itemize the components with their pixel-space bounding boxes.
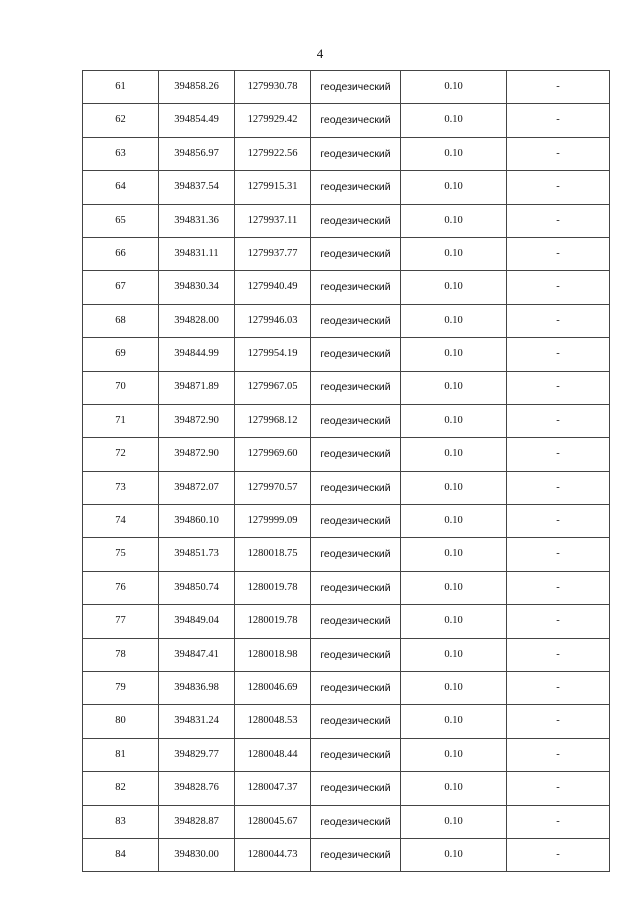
table-row	[83, 471, 610, 504]
table-row	[83, 505, 610, 538]
description-cell: -	[507, 738, 610, 771]
table-row	[83, 772, 610, 805]
table-row	[83, 104, 610, 137]
method-cell: геодезический	[311, 571, 401, 604]
y-coordinate-cell: 1279929.42	[235, 104, 311, 137]
table-row	[83, 371, 610, 404]
method-cell: геодезический	[311, 71, 401, 104]
accuracy-cell: 0.10	[401, 438, 507, 471]
y-coordinate-cell: 1279946.03	[235, 304, 311, 337]
method-cell: геодезический	[311, 805, 401, 838]
description-cell: -	[507, 571, 610, 604]
point-number-cell: 73	[83, 471, 159, 504]
x-coordinate-cell: 394872.07	[159, 471, 235, 504]
description-cell: -	[507, 805, 610, 838]
method-cell: геодезический	[311, 638, 401, 671]
y-coordinate-cell: 1280046.69	[235, 672, 311, 705]
description-cell: -	[507, 271, 610, 304]
y-coordinate-cell: 1279970.57	[235, 471, 311, 504]
accuracy-cell: 0.10	[401, 137, 507, 170]
table-row	[83, 137, 610, 170]
y-coordinate-cell: 1279940.49	[235, 271, 311, 304]
point-number-cell: 84	[83, 838, 159, 871]
description-cell: -	[507, 438, 610, 471]
point-number-cell: 75	[83, 538, 159, 571]
description-cell: -	[507, 471, 610, 504]
method-cell: геодезический	[311, 772, 401, 805]
accuracy-cell: 0.10	[401, 404, 507, 437]
point-number-cell: 61	[83, 71, 159, 104]
x-coordinate-cell: 394851.73	[159, 538, 235, 571]
accuracy-cell: 0.10	[401, 271, 507, 304]
accuracy-cell: 0.10	[401, 104, 507, 137]
description-cell: -	[507, 304, 610, 337]
description-cell: -	[507, 237, 610, 270]
table-row	[83, 338, 610, 371]
point-number-cell: 67	[83, 271, 159, 304]
accuracy-cell: 0.10	[401, 204, 507, 237]
accuracy-cell: 0.10	[401, 672, 507, 705]
accuracy-cell: 0.10	[401, 505, 507, 538]
table-row	[83, 571, 610, 604]
accuracy-cell: 0.10	[401, 338, 507, 371]
table-row	[83, 838, 610, 871]
table-row	[83, 404, 610, 437]
y-coordinate-cell: 1279937.11	[235, 204, 311, 237]
y-coordinate-cell: 1280045.67	[235, 805, 311, 838]
accuracy-cell: 0.10	[401, 805, 507, 838]
accuracy-cell: 0.10	[401, 171, 507, 204]
y-coordinate-cell: 1280018.75	[235, 538, 311, 571]
description-cell: -	[507, 772, 610, 805]
table-row	[83, 705, 610, 738]
page-number: 4	[316, 46, 324, 61]
point-number-cell: 83	[83, 805, 159, 838]
x-coordinate-cell: 394856.97	[159, 137, 235, 170]
method-cell: геодезический	[311, 137, 401, 170]
accuracy-cell: 0.10	[401, 237, 507, 270]
method-cell: геодезический	[311, 438, 401, 471]
x-coordinate-cell: 394828.87	[159, 805, 235, 838]
point-number-cell: 68	[83, 304, 159, 337]
point-number-cell: 79	[83, 672, 159, 705]
y-coordinate-cell: 1279922.56	[235, 137, 311, 170]
method-cell: геодезический	[311, 204, 401, 237]
y-coordinate-cell: 1280047.37	[235, 772, 311, 805]
description-cell: -	[507, 171, 610, 204]
x-coordinate-cell: 394836.98	[159, 672, 235, 705]
description-cell: -	[507, 204, 610, 237]
x-coordinate-cell: 394860.10	[159, 505, 235, 538]
y-coordinate-cell: 1279930.78	[235, 71, 311, 104]
accuracy-cell: 0.10	[401, 371, 507, 404]
y-coordinate-cell: 1279915.31	[235, 171, 311, 204]
y-coordinate-cell: 1280044.73	[235, 838, 311, 871]
y-coordinate-cell: 1280018.98	[235, 638, 311, 671]
x-coordinate-cell: 394831.36	[159, 204, 235, 237]
y-coordinate-cell: 1280019.78	[235, 571, 311, 604]
description-cell: -	[507, 605, 610, 638]
point-number-cell: 65	[83, 204, 159, 237]
point-number-cell: 63	[83, 137, 159, 170]
description-cell: -	[507, 137, 610, 170]
x-coordinate-cell: 394844.99	[159, 338, 235, 371]
table-row	[83, 638, 610, 671]
point-number-cell: 77	[83, 605, 159, 638]
accuracy-cell: 0.10	[401, 71, 507, 104]
x-coordinate-cell: 394872.90	[159, 404, 235, 437]
x-coordinate-cell: 394858.26	[159, 71, 235, 104]
y-coordinate-cell: 1279967.05	[235, 371, 311, 404]
y-coordinate-cell: 1280048.53	[235, 705, 311, 738]
x-coordinate-cell: 394830.34	[159, 271, 235, 304]
table-row	[83, 605, 610, 638]
table-row	[83, 71, 610, 104]
point-number-cell: 64	[83, 171, 159, 204]
description-cell: -	[507, 404, 610, 437]
method-cell: геодезический	[311, 404, 401, 437]
y-coordinate-cell: 1280048.44	[235, 738, 311, 771]
x-coordinate-cell: 394854.49	[159, 104, 235, 137]
table-row	[83, 538, 610, 571]
point-number-cell: 82	[83, 772, 159, 805]
coordinates-table	[82, 70, 610, 872]
y-coordinate-cell: 1279954.19	[235, 338, 311, 371]
y-coordinate-cell: 1279969.60	[235, 438, 311, 471]
accuracy-cell: 0.10	[401, 772, 507, 805]
method-cell: геодезический	[311, 338, 401, 371]
table-row	[83, 304, 610, 337]
x-coordinate-cell: 394830.00	[159, 838, 235, 871]
x-coordinate-cell: 394872.90	[159, 438, 235, 471]
table-row	[83, 738, 610, 771]
point-number-cell: 71	[83, 404, 159, 437]
table-row	[83, 171, 610, 204]
method-cell: геодезический	[311, 605, 401, 638]
y-coordinate-cell: 1279968.12	[235, 404, 311, 437]
accuracy-cell: 0.10	[401, 638, 507, 671]
table-row	[83, 672, 610, 705]
description-cell: -	[507, 705, 610, 738]
point-number-cell: 62	[83, 104, 159, 137]
x-coordinate-cell: 394871.89	[159, 371, 235, 404]
x-coordinate-cell: 394831.11	[159, 237, 235, 270]
y-coordinate-cell: 1279999.09	[235, 505, 311, 538]
method-cell: геодезический	[311, 738, 401, 771]
point-number-cell: 69	[83, 338, 159, 371]
description-cell: -	[507, 71, 610, 104]
description-cell: -	[507, 505, 610, 538]
method-cell: геодезический	[311, 471, 401, 504]
method-cell: геодезический	[311, 371, 401, 404]
x-coordinate-cell: 394828.76	[159, 772, 235, 805]
point-number-cell: 81	[83, 738, 159, 771]
table-body	[83, 71, 610, 872]
accuracy-cell: 0.10	[401, 605, 507, 638]
method-cell: геодезический	[311, 104, 401, 137]
description-cell: -	[507, 538, 610, 571]
description-cell: -	[507, 338, 610, 371]
method-cell: геодезический	[311, 304, 401, 337]
method-cell: геодезический	[311, 271, 401, 304]
method-cell: геодезический	[311, 171, 401, 204]
accuracy-cell: 0.10	[401, 571, 507, 604]
method-cell: геодезический	[311, 838, 401, 871]
x-coordinate-cell: 394849.04	[159, 605, 235, 638]
description-cell: -	[507, 638, 610, 671]
x-coordinate-cell: 394850.74	[159, 571, 235, 604]
x-coordinate-cell: 394829.77	[159, 738, 235, 771]
table-row	[83, 438, 610, 471]
method-cell: геодезический	[311, 505, 401, 538]
point-number-cell: 72	[83, 438, 159, 471]
description-cell: -	[507, 672, 610, 705]
table-row	[83, 271, 610, 304]
accuracy-cell: 0.10	[401, 304, 507, 337]
accuracy-cell: 0.10	[401, 705, 507, 738]
y-coordinate-cell: 1279937.77	[235, 237, 311, 270]
x-coordinate-cell: 394831.24	[159, 705, 235, 738]
point-number-cell: 74	[83, 505, 159, 538]
description-cell: -	[507, 371, 610, 404]
x-coordinate-cell: 394847.41	[159, 638, 235, 671]
accuracy-cell: 0.10	[401, 838, 507, 871]
table-row	[83, 204, 610, 237]
method-cell: геодезический	[311, 705, 401, 738]
description-cell: -	[507, 104, 610, 137]
point-number-cell: 66	[83, 237, 159, 270]
method-cell: геодезический	[311, 672, 401, 705]
point-number-cell: 76	[83, 571, 159, 604]
point-number-cell: 70	[83, 371, 159, 404]
accuracy-cell: 0.10	[401, 538, 507, 571]
point-number-cell: 78	[83, 638, 159, 671]
accuracy-cell: 0.10	[401, 471, 507, 504]
point-number-cell: 80	[83, 705, 159, 738]
table-row	[83, 237, 610, 270]
method-cell: геодезический	[311, 237, 401, 270]
accuracy-cell: 0.10	[401, 738, 507, 771]
description-cell: -	[507, 838, 610, 871]
y-coordinate-cell: 1280019.78	[235, 605, 311, 638]
x-coordinate-cell: 394837.54	[159, 171, 235, 204]
method-cell: геодезический	[311, 538, 401, 571]
x-coordinate-cell: 394828.00	[159, 304, 235, 337]
table-row	[83, 805, 610, 838]
